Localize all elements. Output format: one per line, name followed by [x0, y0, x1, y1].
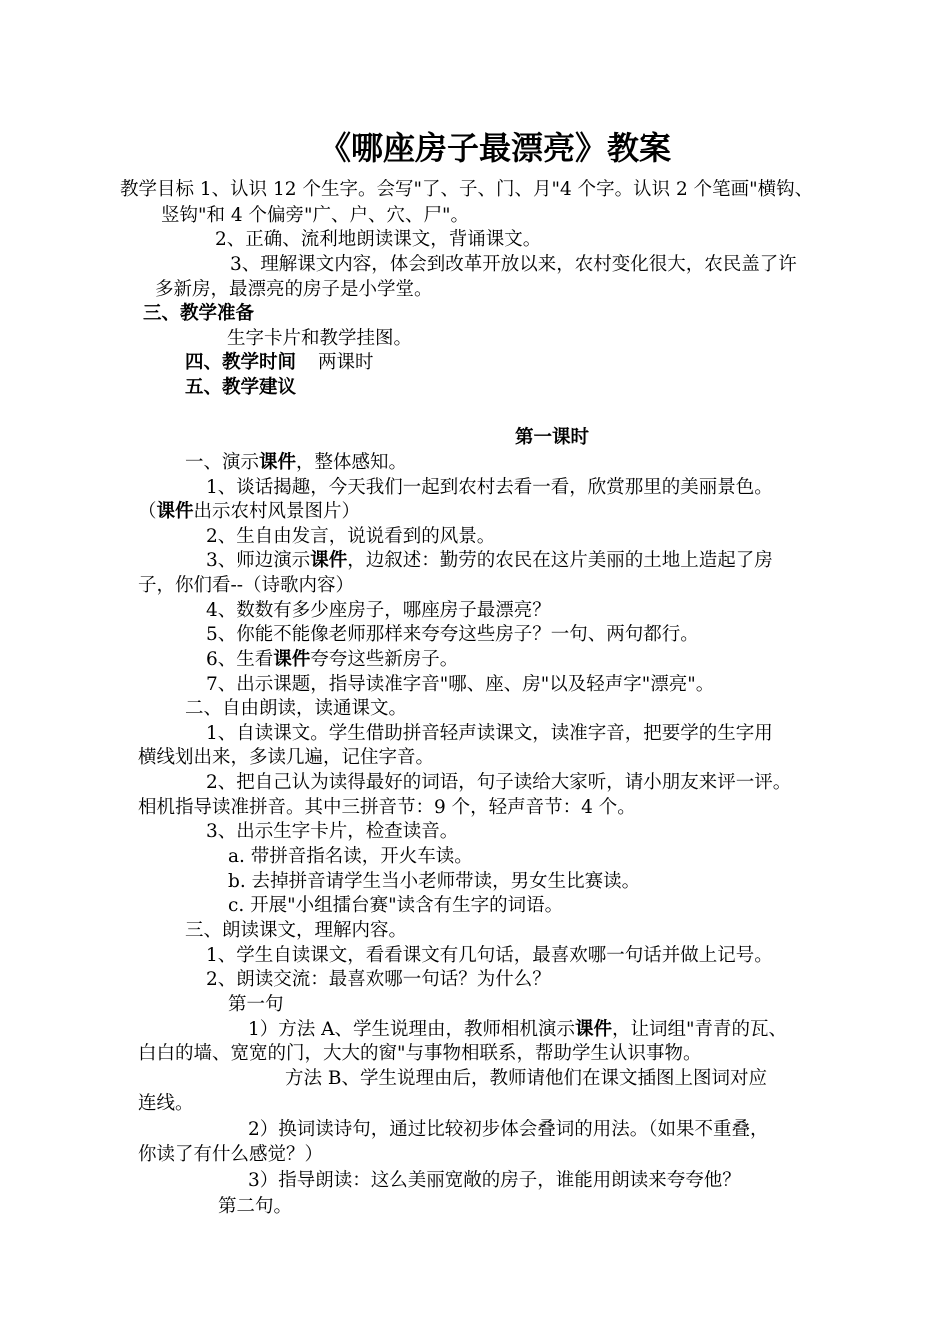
- part1-item-1b: [138, 500, 360, 524]
- part3-method-1a: [248, 1018, 787, 1042]
- part2-sub-a: a. 带拼音指名读，开火车读。: [228, 846, 473, 867]
- part1-heading-keyword: 课件: [259, 452, 297, 473]
- part1-item-3b: 子，你们看--（诗歌内容）: [138, 575, 355, 596]
- part2-sub-c: c. 开展"小组擂台赛"读含有生字的词语。: [228, 895, 564, 916]
- part3-method-3: 3）指导朗读：这么美丽宽敞的房子，谁能用朗读来夸夸他？: [248, 1170, 741, 1191]
- part1-item-4: 4、数数有多少座房子，哪座房子最漂亮？: [206, 600, 551, 621]
- time-value: 两课时: [318, 352, 374, 373]
- part3-item-2: 2、朗读交流：最喜欢哪一句话？为什么？: [206, 969, 551, 990]
- part1-item-3a-keyword: 课件: [310, 550, 348, 571]
- part1-heading-rest: ，整体感知。: [296, 452, 408, 473]
- part3-heading: 三、朗读课文，理解内容。: [185, 920, 408, 941]
- part3-method-1a-rest: ，让词组"青青的瓦、: [612, 1019, 788, 1040]
- part2-item-2a: 2、把自己认为读得最好的词语，句子读给大家听，请小朋友来评一评。: [206, 772, 792, 793]
- part1-item-6-text: 6、生看: [206, 649, 274, 670]
- part1-item-6-rest: 夸夸这些新房子。: [310, 649, 459, 670]
- part3-method-1c: 方法 B、学生说理由后，教师请他们在课文插图上图词对应: [285, 1068, 767, 1089]
- part1-item-2: 2、生自由发言，说说看到的风景。: [206, 526, 496, 547]
- part3-sentence-1: 第一句: [228, 994, 284, 1015]
- part1-item-1a: 1、谈话揭趣，今天我们一起到农村去看一看，欣赏那里的美丽景色。: [206, 477, 773, 498]
- part1-item-3a: [206, 549, 773, 573]
- part3-method-1b: 白白的墙、宽宽的门，大大的窗"与事物相联系，帮助学生认识事物。: [138, 1043, 702, 1064]
- part3-method-2b: 你读了有什么感觉？）: [138, 1144, 324, 1165]
- prep-heading: 三、教学准备: [143, 303, 255, 324]
- part1-item-1b-open: （: [138, 501, 157, 522]
- objectives-line-4: 3、理解课文内容，体会到改革开放以来，农村变化很大，农民盖了许: [230, 254, 797, 275]
- part1-heading: [185, 451, 407, 475]
- part1-item-1b-keyword: 课件: [156, 501, 194, 522]
- part2-item-1a: 1、自读课文。学生借助拼音轻声读课文，读准字音，把要学的生字用: [206, 723, 773, 744]
- part2-sub-b: b. 去掉拼音请学生当小老师带读，男女生比赛读。: [228, 871, 641, 892]
- part1-item-5: 5、你能不能像老师那样来夸夸这些房子？一句、两句都行。: [206, 624, 699, 645]
- part2-item-1b: 横线划出来，多读几遍，记住字音。: [138, 747, 435, 768]
- part3-method-1d: 连线。: [138, 1093, 194, 1114]
- part2-heading: 二、自由朗读，读通课文。: [185, 698, 408, 719]
- part3-method-1a-text: 1）方法 A、学生说理由，教师相机演示: [248, 1019, 576, 1040]
- prep-content: 生字卡片和教学挂图。: [227, 328, 413, 349]
- objectives-line-1: 教学目标 1、认识 12 个生字。会写"了、子、门、月"4 个字。认识 2 个笔画"横钩、: [120, 179, 814, 200]
- part3-sentence-2: 第二句。: [218, 1196, 293, 1217]
- time-row: [185, 351, 374, 375]
- part2-item-3: 3、出示生字卡片，检查读音。: [206, 821, 459, 842]
- part1-item-1b-rest: 出示农村风景图片）: [193, 501, 361, 522]
- advice-heading: 五、教学建议: [185, 377, 297, 398]
- part3-method-1a-keyword: 课件: [575, 1019, 613, 1040]
- part1-item-6-keyword: 课件: [273, 649, 311, 670]
- part3-method-2a: 2）换词读诗句，通过比较初步体会叠词的用法。（如果不重叠，: [248, 1119, 769, 1140]
- part1-item-3a-rest: ，边叙述：勤劳的农民在这片美丽的土地上造起了房: [347, 550, 773, 571]
- objectives-line-5: 多新房，最漂亮的房子是小学堂。: [155, 279, 433, 300]
- document-title: 《哪座房子最漂亮》教案: [318, 129, 671, 167]
- part3-item-1: 1、学生自读课文，看看课文有几句话，最喜欢哪一句话并做上记号。: [206, 945, 773, 966]
- part1-item-6: [206, 648, 458, 672]
- part1-item-7: 7、出示课题，指导读准字音"哪、座、房"以及轻声字"漂亮"。: [206, 674, 715, 695]
- part2-item-2b: 相机指导读准拼音。其中三拼音节：9 个，轻声音节：4 个。: [138, 797, 636, 818]
- time-heading: 四、教学时间: [185, 352, 297, 373]
- part1-heading-text: 一、演示: [185, 452, 260, 473]
- objectives-line-3: 2、正确、流利地朗读课文，背诵课文。: [215, 229, 542, 250]
- lesson1-heading: 第一课时: [514, 427, 589, 448]
- objectives-line-2: 竖钩"和 4 个偏旁"广、户、穴、尸"。: [161, 205, 470, 226]
- part1-item-3a-text: 3、师边演示: [206, 550, 311, 571]
